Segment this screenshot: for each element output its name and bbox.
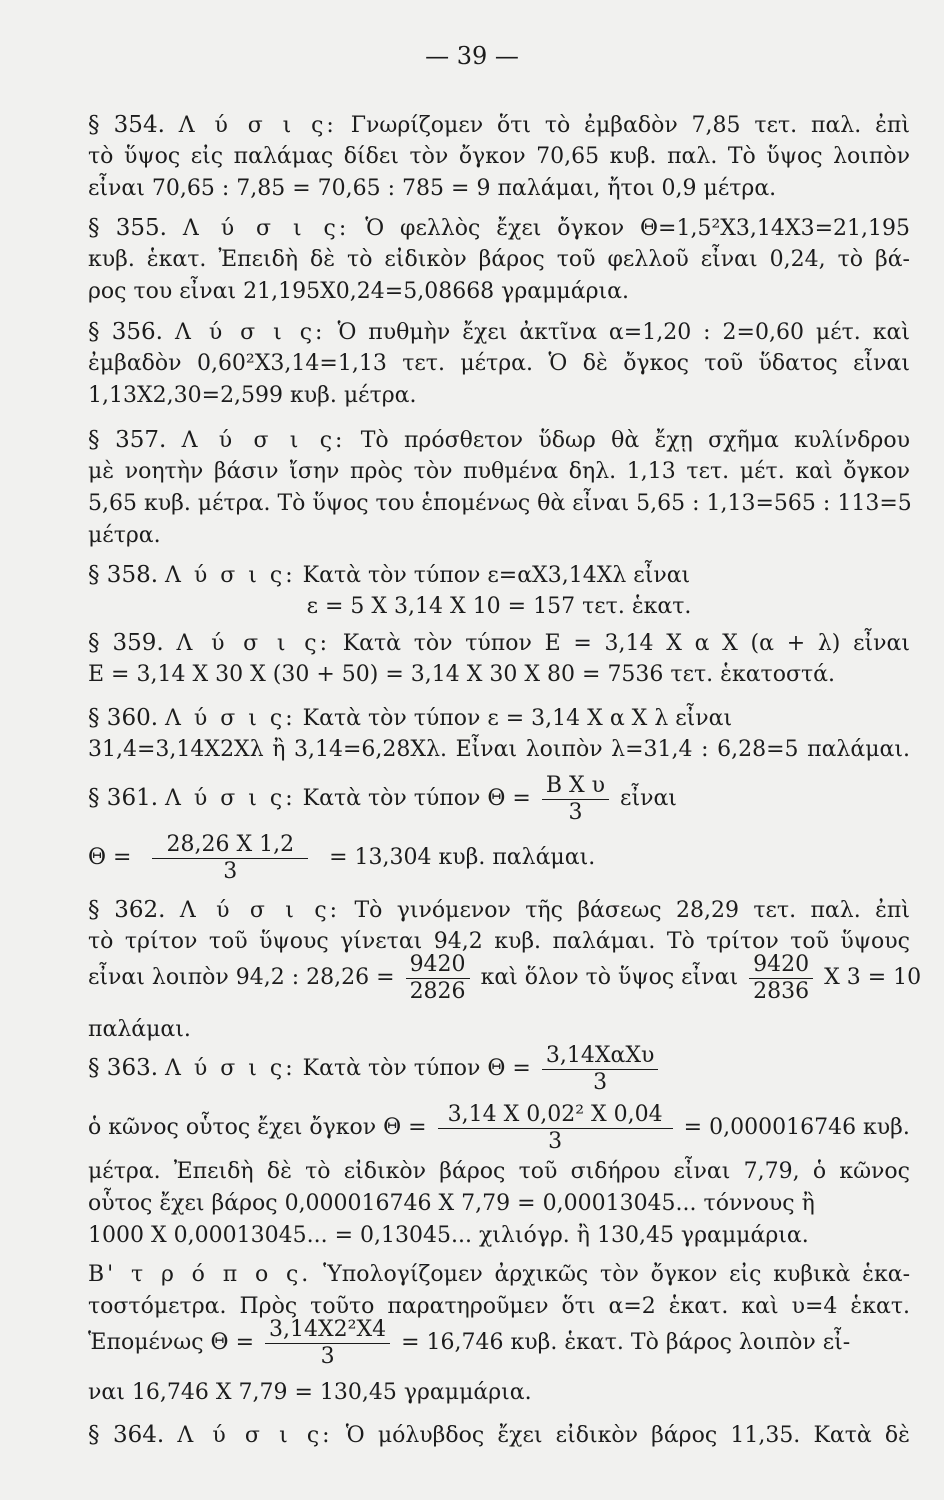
denominator: 2836 [753,978,810,1004]
text: εἶναι λοιπὸν 94,2 : 28,26 = [88,965,395,990]
para-359-line-1 [88,628,910,659]
solution-label: Λ ύ σ ι ς: [174,320,326,345]
text: Τὸ γινόμενον τῆς βάσεως 28,29 τετ. παλ. ἐπὶ [354,898,911,923]
para-357-line-3: 5,65 κυβ. μέτρα. Τὸ ὕψος του ἑπομένως θὰ εἶναι 5,65 : 1,13=565 : 113=5 [88,491,912,516]
denominator: 3 [223,858,238,884]
para-358-line-1 [88,560,910,591]
para-355-line-3: ρος του εἶναι 21,195X0,24=5,08668 γραμμάρια. [88,279,629,304]
fraction [265,1317,390,1370]
fraction [749,952,813,1005]
para-363-line-5: 1000 X 0,00013045... = 0,13045... χιλιόγρ. ἢ 130,45 γραμμάρια. [88,1223,809,1248]
solution-label: Λ ύ σ ι ς: [165,1056,296,1081]
para-363-line-3: μέτρα. Ἐπειδὴ δὲ τὸ εἰδικὸν βάρος τοῦ σιδήρου εἶναι 7,79, ὁ κῶνος [88,1159,910,1184]
para-361-line-1 [88,770,910,827]
para-355-line-2: κυβ. ἑκατ. Ἐπειδὴ δὲ τὸ εἰδικὸν βάρος τοῦ φελλοῦ εἶναι 0,24, τὸ βά- [88,247,910,272]
numerator: Β X υ [542,773,609,800]
para-361-line-2 [88,830,910,886]
section-number: § 363. [88,1055,159,1081]
section-number: § 362. [88,897,166,923]
para-356-line-3: 1,13X2,30=2,599 κυβ. μέτρα. [88,383,417,408]
para-363-line-8 [88,1315,910,1371]
text: X 3 = 10 [824,965,922,990]
solution-label: Λ ύ σ ι ς: [165,786,296,811]
para-355-line-1 [88,213,910,244]
para-363-line-4: οὗτος ἔχει βάρος 0,000016746 X 7,79 = 0,00013045... τόννους ἢ [88,1191,815,1216]
para-363-line-9: ναι 16,746 X 7,79 = 130,45 γραμμάρια. [88,1380,532,1405]
numerator: 3,14XαXυ [542,1043,659,1070]
para-356-line-1 [88,317,910,348]
text: = 16,746 κυβ. ἑκατ. Τὸ βάρος λοιπὸν εἶ- [401,1330,851,1355]
numerator: 28,26 X 1,2 [152,832,308,859]
para-363-line-7: τοστόμετρα. Πρὸς τοῦτο παρατηροῦμεν ὅτι α=2 ἑκατ. καὶ υ=4 ἑκατ. [88,1294,910,1319]
denominator: 3 [593,1069,608,1095]
para-362-line-4: παλάμαι. [88,1017,191,1042]
text: Κατὰ τὸν τύπον ε=αX3,14Xλ εἶναι [302,563,691,588]
solution-label: Λ ύ σ ι ς: [178,113,337,138]
text: Ἑπομένως Θ = [88,1330,254,1355]
text: Κατὰ τὸν τύπον ε = 3,14 X α X λ εἶναι [302,706,733,731]
text: Ὁ μόλυβδος ἔχει εἰδικὸν βάρος 11,35. Κατὰ δὲ [345,1423,910,1448]
section-number: § 357. [88,427,167,453]
fraction [152,832,308,885]
solution-label: Λ ύ σ ι ς: [165,706,296,731]
solution-label: Λ ύ σ ι ς: [182,216,350,241]
section-number: § 355. [88,215,167,241]
para-357-line-4: μέτρα. [88,523,161,548]
para-359-line-2: Ε = 3,14 X 30 X (30 + 50) = 3,14 X 30 X 80 = 7536 τετ. ἑκατοστά. [88,662,836,687]
fraction [542,773,609,826]
section-number: § 354. [88,112,165,138]
solution-label: Λ ύ σ ι ς: [181,428,346,453]
section-number: § 356. [88,319,163,345]
para-358-line-2: ε = 5 X 3,14 X 10 = 157 τετ. ἑκατ. [306,594,692,619]
solution-label: Λ ύ σ ι ς: [177,1423,333,1448]
solution-label: Λ ύ σ ι ς: [165,563,296,588]
text: = 0,000016746 κυβ. [683,1115,910,1140]
para-363-line-1 [88,1040,910,1097]
method-label: Β' τ ρ ό π ο ς. [88,1262,312,1287]
para-363-line-6 [88,1260,910,1290]
text: Ὁ φελλὸς ἔχει ὄγκον Θ=1,5²X3,14X3=21,195 [365,216,910,241]
para-354-line-1 [88,110,910,141]
text: εἶναι [620,786,677,811]
numerator: 3,14X2²X4 [265,1317,390,1344]
denominator: 3 [568,799,583,825]
solution-label: Λ ύ σ ι ς: [179,898,341,923]
para-354-line-3: εἶναι 70,65 : 7,85 = 70,65 : 785 = 9 παλάμαι, ἤτοι 0,9 μέτρα. [88,176,777,201]
section-number: § 361. [88,785,159,811]
para-360-line-1 [88,703,910,734]
denominator: 3 [320,1343,335,1369]
para-362-line-1 [88,895,910,926]
text: ὁ κῶνος οὗτος ἔχει ὄγκον Θ = [88,1115,427,1140]
solution-label: Λ ύ σ ι ς: [176,631,330,656]
para-360-line-2: 31,4=3,14X2Xλ ἢ 3,14=6,28Xλ. Εἶναι λοιπὸν λ=31,4 : 6,28=5 παλάμαι. [88,737,910,762]
para-356-line-2: ἐμβαδὸν 0,60²X3,14=1,13 τετ. μέτρα. Ὁ δὲ ὄγκος τοῦ ὕδατος εἶναι [88,351,910,376]
text: Ὁ πυθμὴν ἔχει ἀκτῖνα α=1,20 : 2=0,60 μέτ. καὶ [337,320,910,345]
para-357-line-2: μὲ νοητὴν βάσιν ἴσην πρὸς τὸν πυθμένα δηλ. 1,13 τετ. μέτ. καὶ ὄγκον [88,459,910,484]
numerator: 3,14 X 0,02² X 0,04 [438,1102,673,1129]
text: Κατὰ τὸν τύπον Ε = 3,14 X α X (α + λ) εἶναι [342,631,910,656]
page-number: — 39 — [425,42,519,70]
para-354-line-2: τὸ ὕψος εἰς παλάμας δίδει τὸν ὄγκον 70,65 κυβ. παλ. Τὸ ὕψος λοιπὸν [88,144,910,169]
fraction [542,1043,659,1096]
text: Θ = [88,845,132,870]
section-number: § 358. [88,562,159,588]
section-number: § 360. [88,705,159,731]
fraction [438,1102,673,1155]
text: Τὸ πρόσθετον ὕδωρ θὰ ἔχῃ σχῆμα κυλίνδρου [360,428,910,453]
para-362-line-3 [88,950,922,1006]
text: Γνωρίζομεν ὅτι τὸ ἐμβαδὸν 7,85 τετ. παλ. ἐπὶ [350,113,910,138]
text: Κατὰ τὸν τύπον Θ = [302,1056,531,1081]
fraction [406,952,470,1005]
text: καὶ ὅλον τὸ ὕψος εἶναι [480,965,739,990]
para-357-line-1 [88,425,910,456]
text: = 13,304 κυβ. παλάμαι. [329,845,596,870]
numerator: 9420 [749,952,813,979]
text: Ὑπολογίζομεν ἀρχικῶς τὸν ὄγκον εἰς κυβικὰ ἑκα- [323,1262,910,1287]
denominator: 3 [548,1128,563,1154]
section-number: § 364. [88,1422,165,1448]
text: Κατὰ τὸν τύπον Θ = [302,786,531,811]
para-364-line-1 [88,1420,910,1451]
numerator: 9420 [406,952,470,979]
para-362-line-2: τὸ τρίτον τοῦ ὕψους γίνεται 94,2 κυβ. παλάμαι. Τὸ τρίτον τοῦ ὕψους [88,929,910,954]
denominator: 2826 [409,978,466,1004]
section-number: § 359. [88,630,164,656]
para-363-line-2 [88,1100,910,1156]
